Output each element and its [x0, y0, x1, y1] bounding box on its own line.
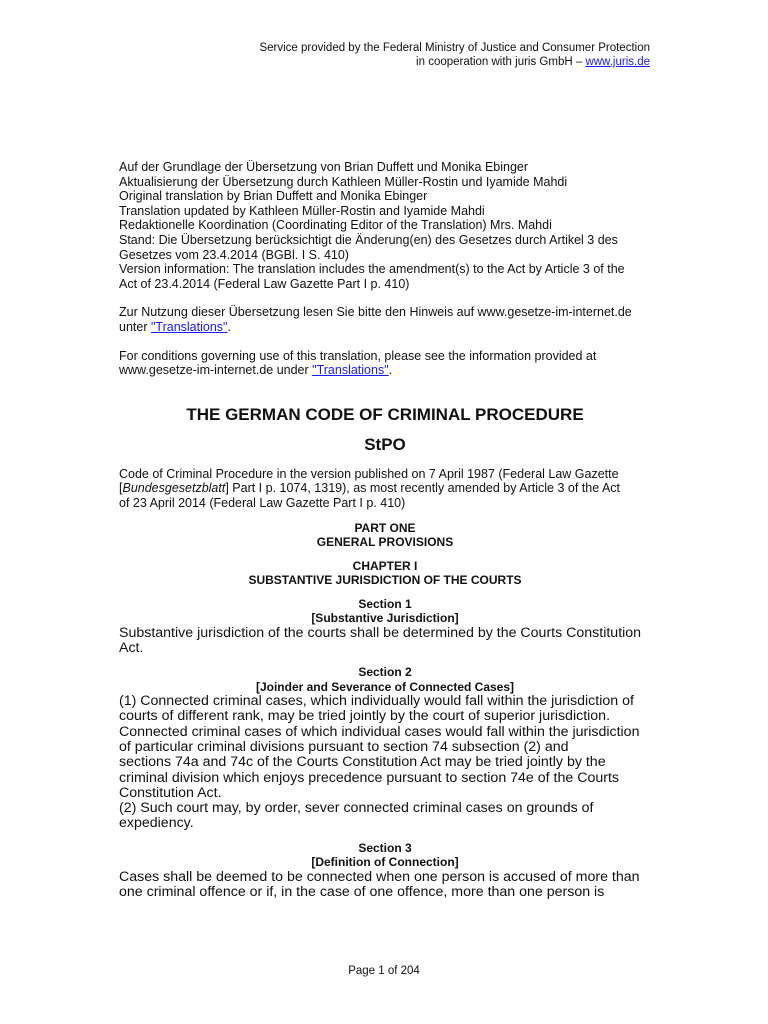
credit-line: Aktualisierung der Übersetzung durch Kathleen Müller-Rostin und Iyamide Mahdi — [119, 174, 568, 189]
section-number: Section 1 — [358, 596, 412, 611]
section-line: Connected criminal cases of which individual cases would fall within the jurisdiction — [119, 723, 640, 740]
section-heading — [119, 665, 651, 694]
intro-line-rest: ] Part I p. 1074, 1319), as most recently amended by Article 3 of the Act — [225, 481, 621, 496]
credit-line: Stand: Die Übersetzung berücksichtigt die Änderung(en) des Gesetzes durch Artikel 3 des — [119, 232, 618, 247]
usage-note-english-line2 — [119, 363, 651, 378]
intro-paragraph — [119, 467, 651, 511]
section-line: of particular criminal divisions pursuant to section 74 subsection (2) and — [119, 738, 569, 755]
chapter-title: SUBSTANTIVE JURISDICTION OF THE COURTS — [248, 573, 522, 587]
section-body — [119, 870, 651, 901]
section-title: [Definition of Connection] — [311, 855, 459, 870]
section-line: expediency. — [119, 815, 194, 832]
usage-note-german-line: Zur Nutzung dieser Übersetzung lesen Sie bitte den Hinweis auf www.gesetze-im-internet.de — [119, 305, 632, 320]
usage-note-english — [119, 349, 651, 378]
section-heading — [119, 841, 651, 870]
part-heading — [119, 521, 651, 550]
section-3 — [119, 841, 651, 901]
section-line: sections 74a and 74c of the Courts Constitution Act may be tried jointly by the — [119, 754, 606, 771]
page-number: Page 1 of 204 — [348, 965, 420, 977]
usage-note-english-line: For conditions governing use of this translation, please see the information provided at — [119, 348, 597, 363]
translation-credits — [119, 160, 651, 291]
usage-note-german-line2 — [119, 320, 651, 335]
section-body — [119, 626, 651, 657]
section-line: Constitution Act. — [119, 784, 222, 801]
page-header — [259, 41, 650, 69]
section-body — [119, 694, 651, 832]
intro-line — [119, 481, 651, 496]
usage-note-german — [119, 305, 651, 334]
juris-link[interactable]: www.juris.de — [585, 56, 650, 68]
section-line: Act. — [119, 639, 144, 656]
credit-line: Original translation by Brian Duffett and Monika Ebinger — [119, 189, 428, 204]
section-title: [Substantive Jurisdiction] — [311, 611, 459, 625]
usage-note-german-suffix: . — [227, 319, 231, 334]
part-title: GENERAL PROVISIONS — [316, 535, 454, 549]
credit-line: Translation updated by Kathleen Müller-Rostin and Iyamide Mahdi — [119, 203, 485, 218]
credit-line: Auf der Grundlage der Übersetzung von Brian Duffett und Monika Ebinger — [119, 160, 529, 174]
section-title: [Joinder and Severance of Connected Cases] — [255, 679, 515, 694]
usage-note-english-suffix: . — [388, 363, 393, 378]
document-title: THE GERMAN CODE OF CRIMINAL PROCEDURE — [186, 404, 584, 424]
header-cooperation-text: in cooperation with juris GmbH – — [416, 56, 586, 68]
section-1 — [119, 597, 651, 657]
intro-line: Code of Criminal Procedure in the version published on 7 April 1987 (Federal Law Gazette — [119, 466, 619, 481]
section-number: Section 2 — [358, 665, 412, 680]
section-number: Section 3 — [358, 840, 412, 855]
document-content — [119, 160, 651, 900]
credit-line: Redaktionelle Koordination (Coordinating Editor of the Translation) Mrs. Mahdi — [119, 218, 552, 233]
section-heading — [119, 597, 651, 626]
section-line: (2) Such court may, by order, sever connected criminal cases on grounds of — [119, 800, 594, 817]
header-cooperation-line — [259, 55, 650, 69]
header-service-line: Service provided by the Federal Ministry of Justice and Consumer Protection — [259, 42, 650, 54]
intro-line: of 23 April 2014 (Federal Law Gazette Part I p. 410) — [119, 495, 406, 510]
section-line: criminal division which enjoys precedence pursuant to section 74e of the Courts — [119, 769, 619, 786]
intro-bracket: [ — [119, 481, 123, 496]
credit-line: Gesetzes vom 23.4.2014 (BGBl. I S. 410) — [119, 247, 349, 262]
section-2 — [119, 665, 651, 832]
section-line: Substantive jurisdiction of the courts shall be determined by the Courts Constitution — [119, 624, 642, 641]
credit-line: Version information: The translation includes the amendment(s) to the Act by Article 3 of the — [119, 262, 625, 277]
credit-line: Act of 23.4.2014 (Federal Law Gazette Part I p. 410) — [119, 276, 410, 291]
section-line: one criminal offence or if, in the case of one offence, more than one person is — [119, 884, 605, 901]
document-abbreviation: StPO — [364, 434, 406, 454]
chapter-label: CHAPTER I — [352, 558, 418, 573]
section-line: courts of different rank, may be tried jointly by the court of superior jurisdiction. — [119, 708, 611, 725]
intro-italic-term: Bundesgesetzblatt — [122, 481, 226, 496]
translations-link-en[interactable]: "Translations" — [312, 363, 389, 378]
usage-note-german-prefix: unter — [119, 319, 151, 334]
part-label: PART ONE — [354, 520, 416, 535]
usage-note-english-prefix: www.gesetze-im-internet.de under — [119, 363, 313, 378]
section-line: Cases shall be deemed to be connected when one person is accused of more than — [119, 868, 640, 885]
translations-link-de[interactable]: "Translations" — [150, 319, 228, 334]
section-line: (1) Connected criminal cases, which individually would fall within the jurisdiction of — [119, 693, 634, 710]
chapter-heading — [119, 559, 651, 588]
